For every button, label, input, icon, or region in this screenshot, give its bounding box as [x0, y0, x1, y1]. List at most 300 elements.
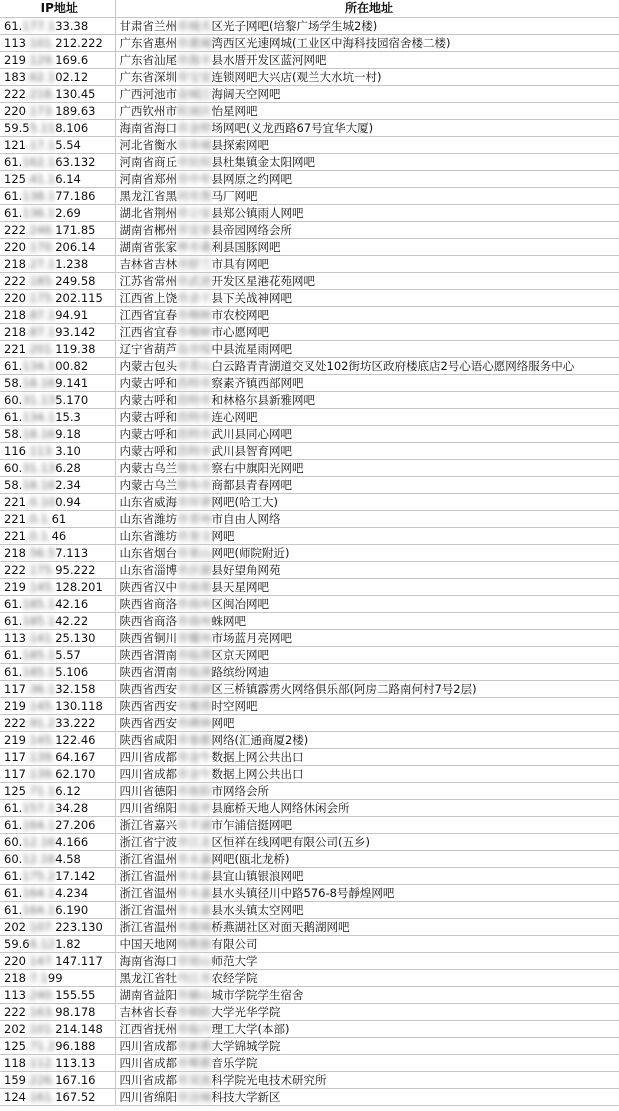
address-visible-prefix: 陕西省西安: [119, 715, 177, 730]
ip-visible-prefix: 61.: [4, 18, 23, 33]
address-visible-prefix: 内蒙古呼和: [119, 375, 177, 390]
address-redacted-segment: 市海丰: [177, 52, 212, 67]
ip-visible-prefix: 58.: [4, 426, 23, 441]
address-redacted-segment: 市金明: [177, 120, 212, 135]
ip-cell[interactable]: [0, 255, 115, 272]
address-redacted-segment: 市南郑: [177, 579, 212, 594]
ip-cell[interactable]: [0, 595, 115, 612]
ip-visible-suffix: 3.10: [55, 443, 81, 458]
address-redacted-segment: 市朝阳: [177, 1004, 212, 1019]
ip-cell[interactable]: [0, 510, 115, 527]
address-cell[interactable]: [115, 697, 619, 714]
ip-cell[interactable]: [0, 952, 115, 969]
address-cell[interactable]: [115, 918, 619, 935]
ip-cell[interactable]: [0, 901, 115, 918]
table-row: [0, 34, 619, 51]
address-visible-suffix: 察右中旗阳光网吧: [211, 460, 304, 475]
ip-cell[interactable]: [0, 425, 115, 442]
ip-redacted-segment: .246.: [25, 222, 56, 237]
ip-cell[interactable]: [0, 527, 115, 544]
address-cell[interactable]: [115, 102, 619, 119]
ip-cell[interactable]: [0, 476, 115, 493]
address-redacted-segment: 浩特市: [177, 392, 212, 407]
address-cell[interactable]: [115, 357, 619, 374]
ip-cell[interactable]: [0, 714, 115, 731]
address-redacted-segment: 市莱山: [177, 545, 212, 560]
ip-cell[interactable]: [0, 51, 115, 68]
address-cell[interactable]: [115, 867, 619, 884]
address-redacted-segment: 市宝安: [177, 69, 212, 84]
address-cell[interactable]: [115, 765, 619, 782]
address-cell[interactable]: [115, 119, 619, 136]
address-cell[interactable]: [115, 408, 619, 425]
ip-redacted-segment: .145.: [25, 579, 56, 594]
address-cell[interactable]: [115, 17, 619, 34]
address-cell[interactable]: [115, 425, 619, 442]
ip-redacted-segment: .113.: [25, 443, 56, 458]
address-visible-prefix: 广东省深圳: [119, 69, 177, 84]
ip-visible-prefix: 218: [4, 324, 26, 339]
address-visible-prefix: 黑龙江省牡: [119, 970, 177, 985]
ip-cell[interactable]: [0, 1088, 115, 1105]
ip-visible-suffix: 167.52: [55, 1089, 96, 1104]
table-row: [0, 544, 619, 561]
ip-visible-prefix: 202: [4, 1021, 26, 1036]
address-visible-prefix: 内蒙古呼和: [119, 409, 177, 424]
ip-redacted-segment: 185.1: [22, 647, 56, 662]
column-header-ip[interactable]: IP地址: [0, 0, 115, 17]
ip-visible-prefix: 61.: [4, 902, 23, 917]
table-row: [0, 221, 619, 238]
address-cell[interactable]: [115, 612, 619, 629]
address-redacted-segment: 市临渭: [177, 647, 212, 662]
address-redacted-segment: 市金牛: [177, 749, 212, 764]
ip-redacted-segment: .0.10: [25, 494, 56, 509]
address-visible-suffix: 蛛网吧: [211, 613, 246, 628]
table-row: [0, 527, 619, 544]
table-row: [0, 238, 619, 255]
ip-cell[interactable]: [0, 187, 115, 204]
ip-cell[interactable]: [0, 748, 115, 765]
ip-visible-suffix: 15.3: [55, 409, 81, 424]
address-redacted-segment: 市商州: [177, 596, 212, 611]
table-row: [0, 119, 619, 136]
address-cell[interactable]: [115, 935, 619, 952]
address-cell[interactable]: [115, 85, 619, 102]
address-redacted-segment: 市临渭: [177, 664, 212, 679]
table-row: [0, 646, 619, 663]
ip-visible-prefix: 61.: [4, 188, 23, 203]
ip-cell[interactable]: [0, 986, 115, 1003]
address-visible-prefix: 河南省商丘: [119, 154, 177, 169]
address-redacted-segment: 市郫都: [177, 1055, 212, 1070]
ip-visible-prefix: 61.: [4, 800, 23, 815]
ip-cell[interactable]: [0, 697, 115, 714]
address-visible-prefix: 海南省海口: [119, 953, 177, 968]
address-visible-suffix: 县水厝开发区蓝河网吧: [211, 52, 327, 67]
address-redacted-segment: 市鹿城: [177, 919, 212, 934]
ip-visible-prefix: 218: [4, 307, 26, 322]
ip-visible-prefix: 222: [4, 222, 26, 237]
address-visible-suffix: 大学锦城学院: [211, 1038, 281, 1053]
ip-redacted-segment: 185.1: [22, 613, 56, 628]
ip-visible-prefix: 220: [4, 953, 26, 968]
address-cell[interactable]: [115, 1003, 619, 1020]
address-visible-suffix: 区三桥镇霹雳火网络俱乐部(阿房二路南何村7号2层): [211, 681, 477, 696]
address-redacted-segment: 市惠城: [177, 35, 212, 50]
ip-cell[interactable]: [0, 612, 115, 629]
ip-cell[interactable]: [0, 578, 115, 595]
ip-cell[interactable]: [0, 799, 115, 816]
ip-cell[interactable]: [0, 680, 115, 697]
ip-cell[interactable]: [0, 1037, 115, 1054]
address-visible-suffix: 市乍浦信挺网吧: [211, 817, 292, 832]
address-cell[interactable]: [115, 816, 619, 833]
address-redacted-segment: 市公安: [177, 205, 212, 220]
table-row: [0, 153, 619, 170]
ip-visible-suffix: 147.117: [55, 953, 103, 968]
address-cell[interactable]: [115, 442, 619, 459]
address-visible-suffix: 网吧: [211, 715, 235, 730]
ip-redacted-segment: 134.1: [22, 409, 56, 424]
ip-cell[interactable]: [0, 867, 115, 884]
address-cell[interactable]: [115, 204, 619, 221]
ip-redacted-segment: .185.: [25, 273, 56, 288]
ip-visible-suffix: 34.28: [55, 800, 89, 815]
address-visible-suffix: 网吧: [211, 528, 235, 543]
ip-redacted-segment: 177.1: [22, 18, 56, 33]
address-visible-suffix: 市自由人网络: [211, 511, 281, 526]
table-row: [0, 867, 619, 884]
address-cell[interactable]: [115, 221, 619, 238]
ip-cell[interactable]: [0, 374, 115, 391]
address-cell[interactable]: [115, 153, 619, 170]
address-cell[interactable]: [115, 986, 619, 1003]
address-redacted-segment: 浩特市: [177, 375, 212, 390]
address-visible-suffix: 大学光华学院: [211, 1004, 281, 1019]
address-visible-suffix: 音乐学院: [211, 1055, 258, 1070]
address-redacted-segment: 市永嘉: [177, 902, 212, 917]
table-row: [0, 476, 619, 493]
ip-cell[interactable]: [0, 561, 115, 578]
address-visible-prefix: 江苏省常州: [119, 273, 177, 288]
address-visible-prefix: 山东省潍坊: [119, 528, 177, 543]
address-visible-prefix: 山东省潍坊: [119, 511, 177, 526]
address-cell[interactable]: [115, 170, 619, 187]
ip-visible-prefix: 116: [4, 443, 26, 458]
ip-cell[interactable]: [0, 391, 115, 408]
ip-visible-prefix: 58.: [4, 477, 23, 492]
address-redacted-segment: 浩特市: [177, 409, 212, 424]
ip-cell[interactable]: [0, 85, 115, 102]
ip-redacted-segment: .201.: [25, 341, 56, 356]
address-visible-suffix: 怡星网吧: [211, 103, 258, 118]
ip-cell[interactable]: [0, 17, 115, 34]
address-redacted-segment: 市永嘉: [177, 851, 212, 866]
ip-cell[interactable]: [0, 731, 115, 748]
table-row: [0, 969, 619, 986]
address-cell[interactable]: [115, 340, 619, 357]
address-cell[interactable]: [115, 68, 619, 85]
ip-cell[interactable]: [0, 782, 115, 799]
ip-cell[interactable]: [0, 629, 115, 646]
address-redacted-segment: 市盐亭: [177, 800, 212, 815]
address-cell[interactable]: [115, 714, 619, 731]
ip-cell[interactable]: [0, 221, 115, 238]
ip-redacted-segment: .101.: [25, 1021, 56, 1036]
address-visible-suffix: 路缤纷网迪: [211, 664, 269, 679]
address-cell[interactable]: [115, 34, 619, 51]
table-row: [0, 374, 619, 391]
address-cell[interactable]: [115, 595, 619, 612]
table-row: [0, 663, 619, 680]
ip-visible-suffix: 6.12: [55, 783, 81, 798]
ip-redacted-segment: .71.1: [25, 783, 56, 798]
address-visible-suffix: 马厂网吧: [211, 188, 258, 203]
ip-visible-suffix: 6.28: [55, 460, 81, 475]
address-redacted-segment: 市碑林: [177, 715, 212, 730]
address-visible-suffix: 网吧(师院附近): [211, 545, 290, 560]
address-visible-suffix: 察素齐镇西部网吧: [211, 375, 304, 390]
ip-redacted-segment: .27.1: [25, 256, 56, 271]
ip-visible-suffix: 5.54: [55, 137, 81, 152]
address-visible-prefix: 四川省成都: [119, 749, 177, 764]
ip-cell[interactable]: [0, 663, 115, 680]
address-cell[interactable]: [115, 289, 619, 306]
address-visible-suffix: 市具有网吧: [211, 256, 269, 271]
ip-redacted-segment: .71.2: [25, 1038, 56, 1053]
ip-cell[interactable]: [0, 646, 115, 663]
table-row: [0, 170, 619, 187]
ip-cell[interactable]: [0, 765, 115, 782]
ip-cell[interactable]: [0, 1054, 115, 1071]
ip-cell[interactable]: [0, 544, 115, 561]
address-redacted-segment: 市赫山: [177, 987, 212, 1002]
ip-cell[interactable]: [0, 850, 115, 867]
table-row: [0, 1054, 619, 1071]
ip-visible-prefix: 125: [4, 783, 26, 798]
table-row: [0, 85, 619, 102]
address-cell[interactable]: [115, 136, 619, 153]
address-redacted-segment: 市环翠: [177, 494, 212, 509]
ip-visible-prefix: 125: [4, 1038, 26, 1053]
ip-cell[interactable]: [0, 408, 115, 425]
ip-redacted-segment: .107.: [25, 919, 56, 934]
address-cell[interactable]: [115, 510, 619, 527]
table-row: [0, 850, 619, 867]
ip-visible-suffix: 6.190: [55, 902, 89, 917]
ip-visible-suffix: 113.13: [55, 1055, 96, 1070]
ip-visible-suffix: 99: [47, 970, 63, 985]
address-visible-prefix: 广东省惠州: [119, 35, 177, 50]
address-cell[interactable]: [115, 629, 619, 646]
address-cell[interactable]: [115, 1037, 619, 1054]
table-row: [0, 510, 619, 527]
address-cell[interactable]: [115, 272, 619, 289]
ip-cell[interactable]: [0, 34, 115, 51]
address-visible-prefix: 浙江省温州: [119, 885, 177, 900]
address-cell[interactable]: [115, 561, 619, 578]
ip-cell[interactable]: [0, 833, 115, 850]
ip-visible-prefix: 60.: [4, 851, 23, 866]
ip-cell[interactable]: [0, 493, 115, 510]
ip-visible-suffix: 4.166: [55, 834, 89, 849]
ip-cell[interactable]: [0, 119, 115, 136]
table-body: [0, 17, 619, 1105]
column-header-address[interactable]: 所在地址: [115, 0, 619, 17]
ip-cell[interactable]: [0, 136, 115, 153]
address-cell[interactable]: [115, 255, 619, 272]
address-visible-prefix: 四川省成都: [119, 1072, 177, 1087]
ip-cell[interactable]: [0, 204, 115, 221]
ip-cell[interactable]: [0, 1020, 115, 1037]
address-cell[interactable]: [115, 1088, 619, 1105]
ip-cell[interactable]: [0, 340, 115, 357]
ip-redacted-segment: .139.: [25, 766, 56, 781]
address-cell[interactable]: [115, 391, 619, 408]
ip-visible-prefix: 59.5: [4, 120, 30, 135]
ip-visible-suffix: 122.46: [55, 732, 96, 747]
address-cell[interactable]: [115, 544, 619, 561]
address-cell[interactable]: [115, 306, 619, 323]
ip-visible-prefix: 125: [4, 171, 26, 186]
ip-visible-suffix: 00.82: [55, 358, 89, 373]
ip-visible-suffix: 98.178: [55, 1004, 96, 1019]
ip-visible-prefix: 59.6: [4, 936, 30, 951]
table-row: [0, 629, 619, 646]
ip-cell[interactable]: [0, 102, 115, 119]
ip-visible-prefix: 221: [4, 528, 26, 543]
address-cell[interactable]: [115, 493, 619, 510]
address-cell[interactable]: [115, 901, 619, 918]
ip-cell[interactable]: [0, 1003, 115, 1020]
address-cell[interactable]: [115, 187, 619, 204]
ip-cell[interactable]: [0, 238, 115, 255]
ip-redacted-segment: 162.1: [22, 154, 56, 169]
address-cell[interactable]: [115, 782, 619, 799]
address-cell[interactable]: [115, 1020, 619, 1037]
address-cell[interactable]: [115, 1054, 619, 1071]
address-visible-prefix: 浙江省宁波: [119, 834, 177, 849]
address-cell[interactable]: [115, 833, 619, 850]
ip-cell[interactable]: [0, 357, 115, 374]
address-visible-prefix: 吉林省吉林: [119, 256, 177, 271]
ip-cell[interactable]: [0, 459, 115, 476]
address-cell[interactable]: [115, 731, 619, 748]
ip-redacted-segment: 5.11: [29, 120, 56, 135]
ip-visible-suffix: 4.58: [55, 851, 81, 866]
address-cell[interactable]: [115, 51, 619, 68]
table-row: [0, 782, 619, 799]
address-visible-prefix: 甘肃省兰州: [119, 18, 177, 33]
address-cell[interactable]: [115, 527, 619, 544]
ip-redacted-segment: 138.1: [22, 188, 56, 203]
ip-visible-suffix: 155.55: [55, 987, 96, 1002]
address-visible-suffix: 市心愿网吧: [211, 324, 269, 339]
ip-redacted-segment: .147.: [25, 953, 56, 968]
address-visible-suffix: 开发区星港花苑网吧: [211, 273, 315, 288]
address-cell[interactable]: [115, 799, 619, 816]
address-cell[interactable]: [115, 969, 619, 986]
ip-visible-prefix: 117: [4, 749, 26, 764]
address-visible-suffix: 县网原之约网吧: [211, 171, 292, 186]
ip-cell[interactable]: [0, 442, 115, 459]
ip-cell[interactable]: [0, 323, 115, 340]
address-cell[interactable]: [115, 374, 619, 391]
address-cell[interactable]: [115, 850, 619, 867]
address-cell[interactable]: [115, 646, 619, 663]
ip-cell[interactable]: [0, 884, 115, 901]
ip-visible-prefix: 218: [4, 970, 26, 985]
table-row: [0, 102, 619, 119]
ip-visible-prefix: 61.: [4, 868, 23, 883]
ip-cell[interactable]: [0, 969, 115, 986]
address-visible-prefix: 山东省淄博: [119, 562, 177, 577]
address-cell[interactable]: [115, 1071, 619, 1088]
ip-cell[interactable]: [0, 272, 115, 289]
ip-cell[interactable]: [0, 289, 115, 306]
ip-cell[interactable]: [0, 68, 115, 85]
address-visible-suffix: 数据上网公共出口: [211, 749, 304, 764]
address-cell[interactable]: [115, 952, 619, 969]
address-visible-suffix: 市场蓝月亮网吧: [211, 630, 292, 645]
ip-redacted-segment: .141.: [25, 630, 56, 645]
address-visible-suffix: 市网络会所: [211, 783, 269, 798]
ip-cell[interactable]: [0, 1071, 115, 1088]
address-cell[interactable]: [115, 238, 619, 255]
address-cell[interactable]: [115, 459, 619, 476]
address-visible-prefix: 陕西省西安: [119, 698, 177, 713]
address-cell[interactable]: [115, 578, 619, 595]
ip-visible-prefix: 202: [4, 919, 26, 934]
ip-cell[interactable]: [0, 153, 115, 170]
ip-visible-suffix: 27.206: [55, 817, 96, 832]
table-row: [0, 612, 619, 629]
ip-cell[interactable]: [0, 306, 115, 323]
address-redacted-segment: 市永嘉: [177, 885, 212, 900]
address-visible-prefix: 内蒙古呼和: [119, 443, 177, 458]
address-cell[interactable]: [115, 680, 619, 697]
address-visible-prefix: 内蒙古包头: [119, 358, 177, 373]
address-cell[interactable]: [115, 748, 619, 765]
address-visible-prefix: 湖南省益阳: [119, 987, 177, 1002]
ip-cell[interactable]: [0, 816, 115, 833]
ip-cell[interactable]: [0, 170, 115, 187]
ip-redacted-segment: .0.1.: [25, 528, 52, 543]
ip-visible-prefix: 61.: [4, 409, 23, 424]
ip-visible-prefix: 60.: [4, 460, 23, 475]
ip-cell[interactable]: [0, 935, 115, 952]
ip-visible-suffix: 171.85: [55, 222, 96, 237]
ip-visible-suffix: 5.106: [55, 664, 89, 679]
ip-redacted-segment: .161.: [25, 1089, 56, 1104]
address-cell[interactable]: [115, 476, 619, 493]
ip-visible-suffix: 7.113: [55, 545, 89, 560]
address-visible-prefix: 中国天地网: [119, 936, 177, 951]
ip-cell[interactable]: [0, 918, 115, 935]
address-visible-suffix: 市农校网吧: [211, 307, 269, 322]
address-redacted-segment: 市樟树: [177, 307, 212, 322]
address-redacted-segment: 市双流: [177, 1072, 212, 1087]
address-cell[interactable]: [115, 884, 619, 901]
address-visible-suffix: 县宜山镇银浪网吧: [211, 868, 304, 883]
address-redacted-segment: 市江北: [177, 834, 212, 849]
address-cell[interactable]: [115, 663, 619, 680]
table-row: [0, 765, 619, 782]
ip-visible-suffix: 2.34: [55, 477, 81, 492]
ip-visible-suffix: 206.14: [55, 239, 96, 254]
address-cell[interactable]: [115, 323, 619, 340]
